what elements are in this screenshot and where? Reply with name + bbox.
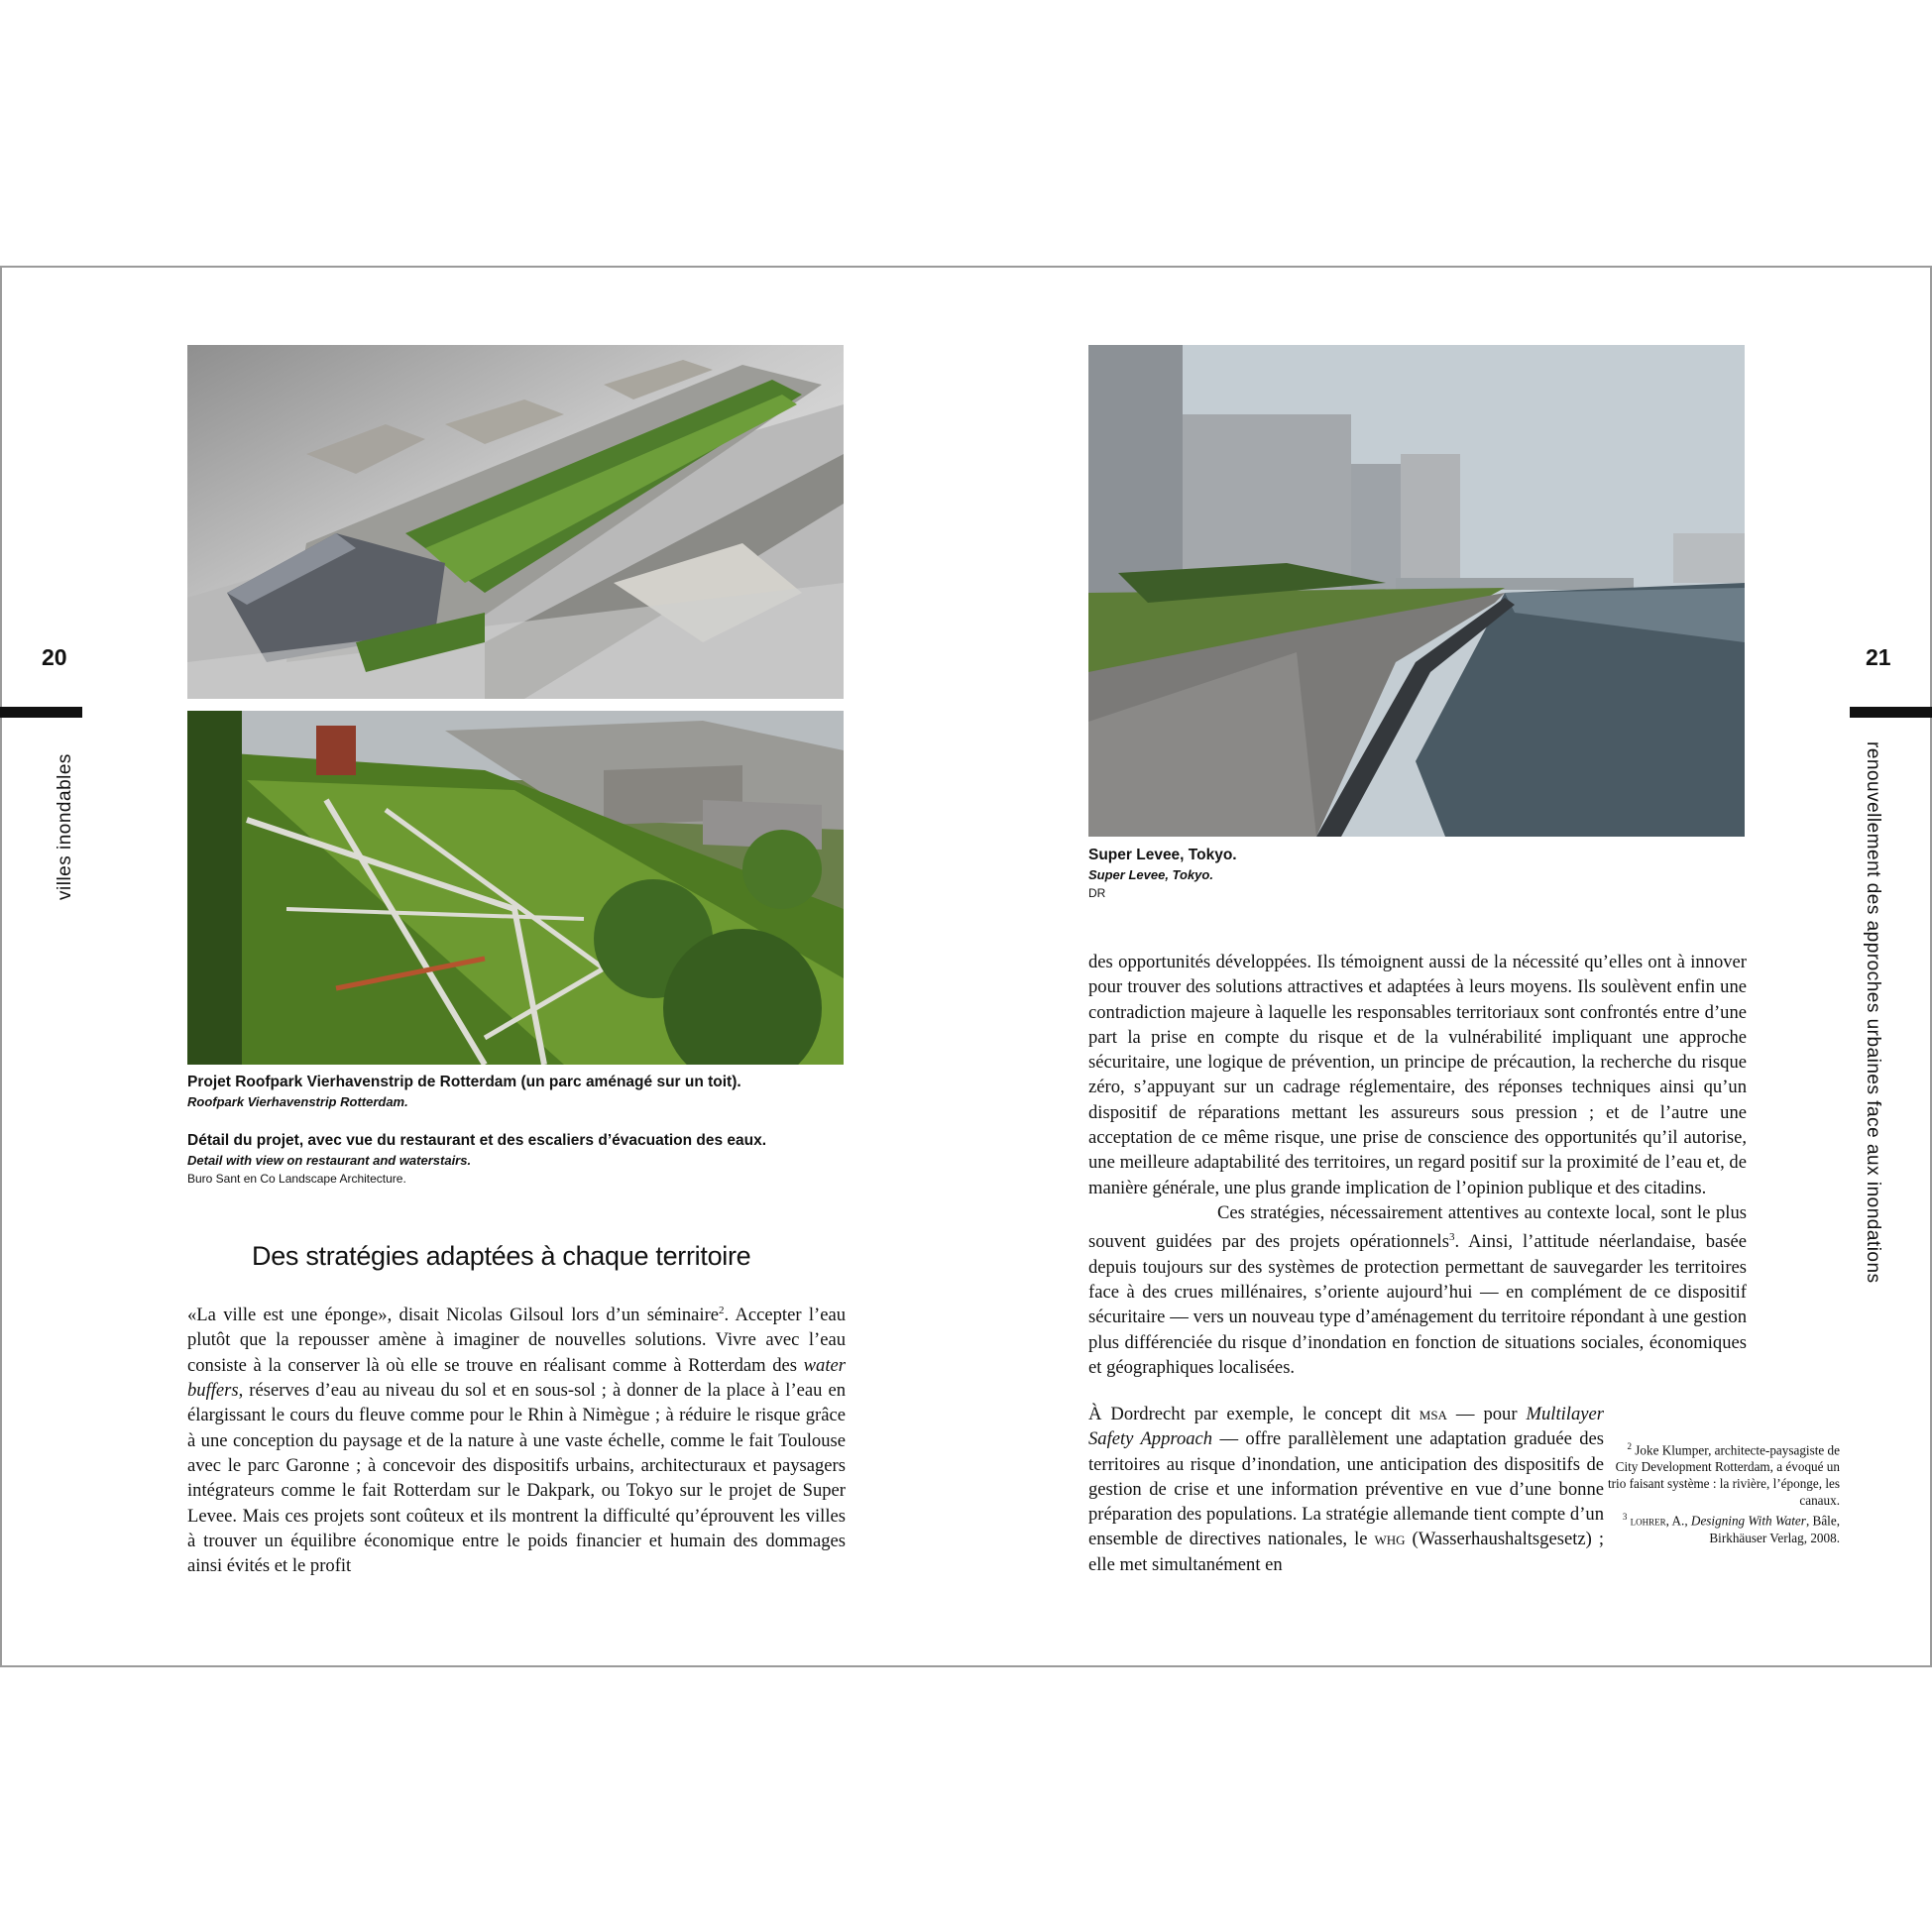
roofpark-detail-photo [187,711,844,1065]
paragraph: des opportunités développées. Ils témoignent aussi de la nécessité qu’elles ont à innover pour trouver des solutions attractives et adaptées à leurs moyens. Ils soulèvent enfin une contradiction majeure à laquelle les responsables territoriaux sont confrontés entre d’une part la prise en compte du risque et de la vulnérabilité impliquant une approche sécuritaire, une logique de prévention, un principe de précaution, la recherche du risque zéro, s’appuyant sur un cadrage réglementaire, des réponses techniques ainsi qu’un dispositif de réparations mettant les assureurs sous pression ; et de l’autre une acceptation de ce même risque, une prise de conscience des opportunités qu’il autorise, une meilleure adaptabilité des territoires, un regard positif sur la proximité de l’eau et, de manière générale, une plus grande implication de l’opinion publique et des citadins. [1088,952,1747,1198]
body-text-right-continued [1088,1402,1604,1577]
section-heading: Des stratégies adaptées à chaque territoire [252,1241,751,1271]
page-tab-right [1850,707,1932,718]
paragraph: Ces stratégies, nécessairement attentives au contexte local, sont le plus souvent guidées par des projets opérationnels$^3$. Ainsi, l’attitude néerlandaise, basée depuis toujours sur des systèmes de protection permettant de sauvegarder les territoires face à des crues millénaires, s’oriente aujourd’hui — en complément de ce dispositif sécuritaire — vers un nouveau type d’aménagement du territoire répondant à une gestion plus différenciée du risque d’inondation en fonction de situations sociales, économiques et géographiques localisées. [1088,1201,1747,1378]
caption-credit-right: DR [1088,886,1106,900]
footnote-ref-2: 2 [719,1305,725,1316]
caption-right-french: Super Levee, Tokyo. [1088,847,1237,863]
footnote-2: $^2$ Joke Klumper, architecte-paysagiste de City Development Rotterdam, a évoqué un trio faisant système : la rivière, l’éponge, les canaux. [1607,1441,1840,1509]
page-edge-left [0,266,2,1667]
body-text-right [1088,950,1747,1380]
caption1-french: Projet Roofpark Vierhavenstrip de Rotterdam (un parc aménagé sur un toit). [187,1074,741,1090]
footnote-3: $^3$ lohrer, A., Designing With Water, Bâle, Birkhäuser Verlag, 2008. [1622,1512,1840,1545]
figure-caption-left [187,1073,881,1189]
caption-right-english: Super Levee, Tokyo. [1088,867,1213,882]
paragraph: À Dordrecht par exemple, le concept dit msa — pour Multilayer Safety Approach — offre parallèlement une adaptation graduée des territoires au risque d’inondation, une anticipation des dispositifs de gestion de crise et une information préventive en vue d’une bonne préparation des populations. La stratégie allemande tient compte d’un ensemble de directives nationales, le whg (Wasserhaushaltsgesetz) ; elle met simultanément en [1088,1404,1605,1575]
body-text-left [187,1299,846,1578]
super-levee-photo [1088,345,1745,837]
running-head-left: villes inondables [55,753,75,900]
caption1-english: Roofpark Vierhavenstrip Rotterdam. [187,1094,408,1109]
figure-caption-right [1088,846,1485,903]
footnote-ref-3: 3 [1448,1231,1455,1244]
paragraph: «La ville est une éponge», disait Nicolas Gilsoul lors d’un séminaire$^2$. Accepter l’eau plutôt que la repousser amène à imaginer de nouvelles solutions. Vivre avec l’eau consiste à la conserver là où elle se trouve en réalisant comme à Rotterdam des water buffers, réserves d’eau au niveau du sol et en sous-sol ; à donner de la place à l’eau en élargissant le cours du fleuve comme pour le Rhin à Nimègue ; à réduire le risque grâce à une conception du paysage et de la nature à une vaste échelle, comme le fait Toulouse avec le parc Garonne ; à concevoir des dispositifs urbains, architecturaux et paysagers intégrateurs comme le fait Rotterdam sur le Dakpark, ou Tokyo sur le projet de Super Levee. Mais ces projets sont coûteux et ils montrent la difficulté qu’éprouvent les villes à trouver un équilibre économique entre le poids financier et humain des dommages ainsi évités et le profit [187,1305,846,1577]
page-number-right: 21 [1866,644,1891,670]
caption-credit-left: Buro Sant en Co Landscape Architecture. [187,1172,406,1186]
caption2-english: Detail with view on restaurant and waterstairs. [187,1153,472,1168]
page-number-left: 20 [42,644,67,670]
roofpark-aerial-photo [187,345,844,699]
caption2-french: Détail du projet, avec vue du restaurant et des escaliers d’évacuation des eaux. [187,1132,767,1149]
running-head-right: renouvellement des approches urbaines face aux inondations [1863,741,1883,1284]
page-tab-left [0,707,82,718]
footnotes [1606,1438,1840,1546]
